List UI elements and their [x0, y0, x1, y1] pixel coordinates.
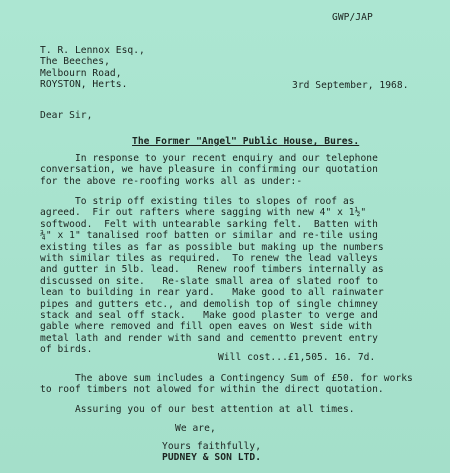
paragraph-contingency	[40, 373, 413, 396]
closing-phrase: We are,	[175, 423, 216, 434]
text-line: gable where removed and fill open eaves on West side with	[40, 321, 373, 333]
text-line: In response to your recent enquiry and our telephone	[74, 153, 378, 164]
text-line: ¾" x 1" tanalised roof batten or similar and re-tile using	[40, 230, 378, 242]
text-line: and gutter in 5lb. lead. Renew roof timbers internally as	[40, 264, 384, 276]
signoff-line: Yours faithfully,	[162, 441, 262, 452]
letter-date: 3rd September, 1968.	[292, 80, 409, 91]
text-line: To strip off existing tiles to slopes of roof as	[74, 196, 355, 207]
text-line: for the above re-roofing works all as under:-	[40, 175, 303, 187]
salutation: Dear Sir,	[40, 110, 93, 121]
addressee-line: The Beeches,	[40, 56, 110, 68]
text-line: conversation, we have pleasure in confirming our quotation	[40, 164, 378, 176]
text-line: softwood. Felt with untearable sarking felt. Batten with	[40, 218, 378, 230]
text-line: pipes and gutters etc., and demolish top of single chimney	[40, 298, 378, 310]
addressee-line: ROYSTON, Herts.	[40, 79, 128, 91]
reference-code: GWP/JAP	[332, 12, 373, 23]
subject-line: The Former "Angel" Public House, Bures.	[132, 136, 360, 147]
text-line: of birds.	[40, 344, 93, 356]
text-line: Assuring you of our best attention at all times.	[74, 404, 355, 415]
company-name: PUDNEY & SON LTD.	[162, 452, 262, 464]
paragraph-intro	[40, 153, 378, 187]
addressee-line: Melbourn Road,	[40, 67, 122, 79]
cost-line: Will cost...£1,505. 16. 7d.	[218, 352, 376, 363]
paragraph-specification	[40, 196, 384, 356]
text-line: discussed on site. Re-slate small area of slated roof to	[40, 275, 378, 287]
text-line: existing tiles as far as possible but making up the numbers	[40, 241, 384, 253]
addressee-block	[40, 45, 145, 91]
paragraph-closing	[40, 404, 355, 415]
text-line: stack and seal off stack. Make good plaster to verge and	[40, 310, 378, 322]
text-line: metal lath and render with sand and cementto prevent entry	[40, 332, 378, 344]
text-line: agreed. Fir out rafters where sagging with new 4" x 1½"	[40, 207, 367, 219]
signoff-block	[162, 441, 261, 464]
text-line: to roof timbers not alowed for within the direct quotation.	[40, 384, 384, 396]
addressee-line: T. R. Lennox Esq.,	[40, 45, 145, 56]
text-line: lean to building in rear yard. Make good to all rainwater	[40, 287, 384, 299]
text-line: The above sum includes a Contingency Sum of £50. for works	[74, 373, 413, 384]
text-line: with similar tiles as required. To renew the lead valleys	[40, 253, 378, 265]
